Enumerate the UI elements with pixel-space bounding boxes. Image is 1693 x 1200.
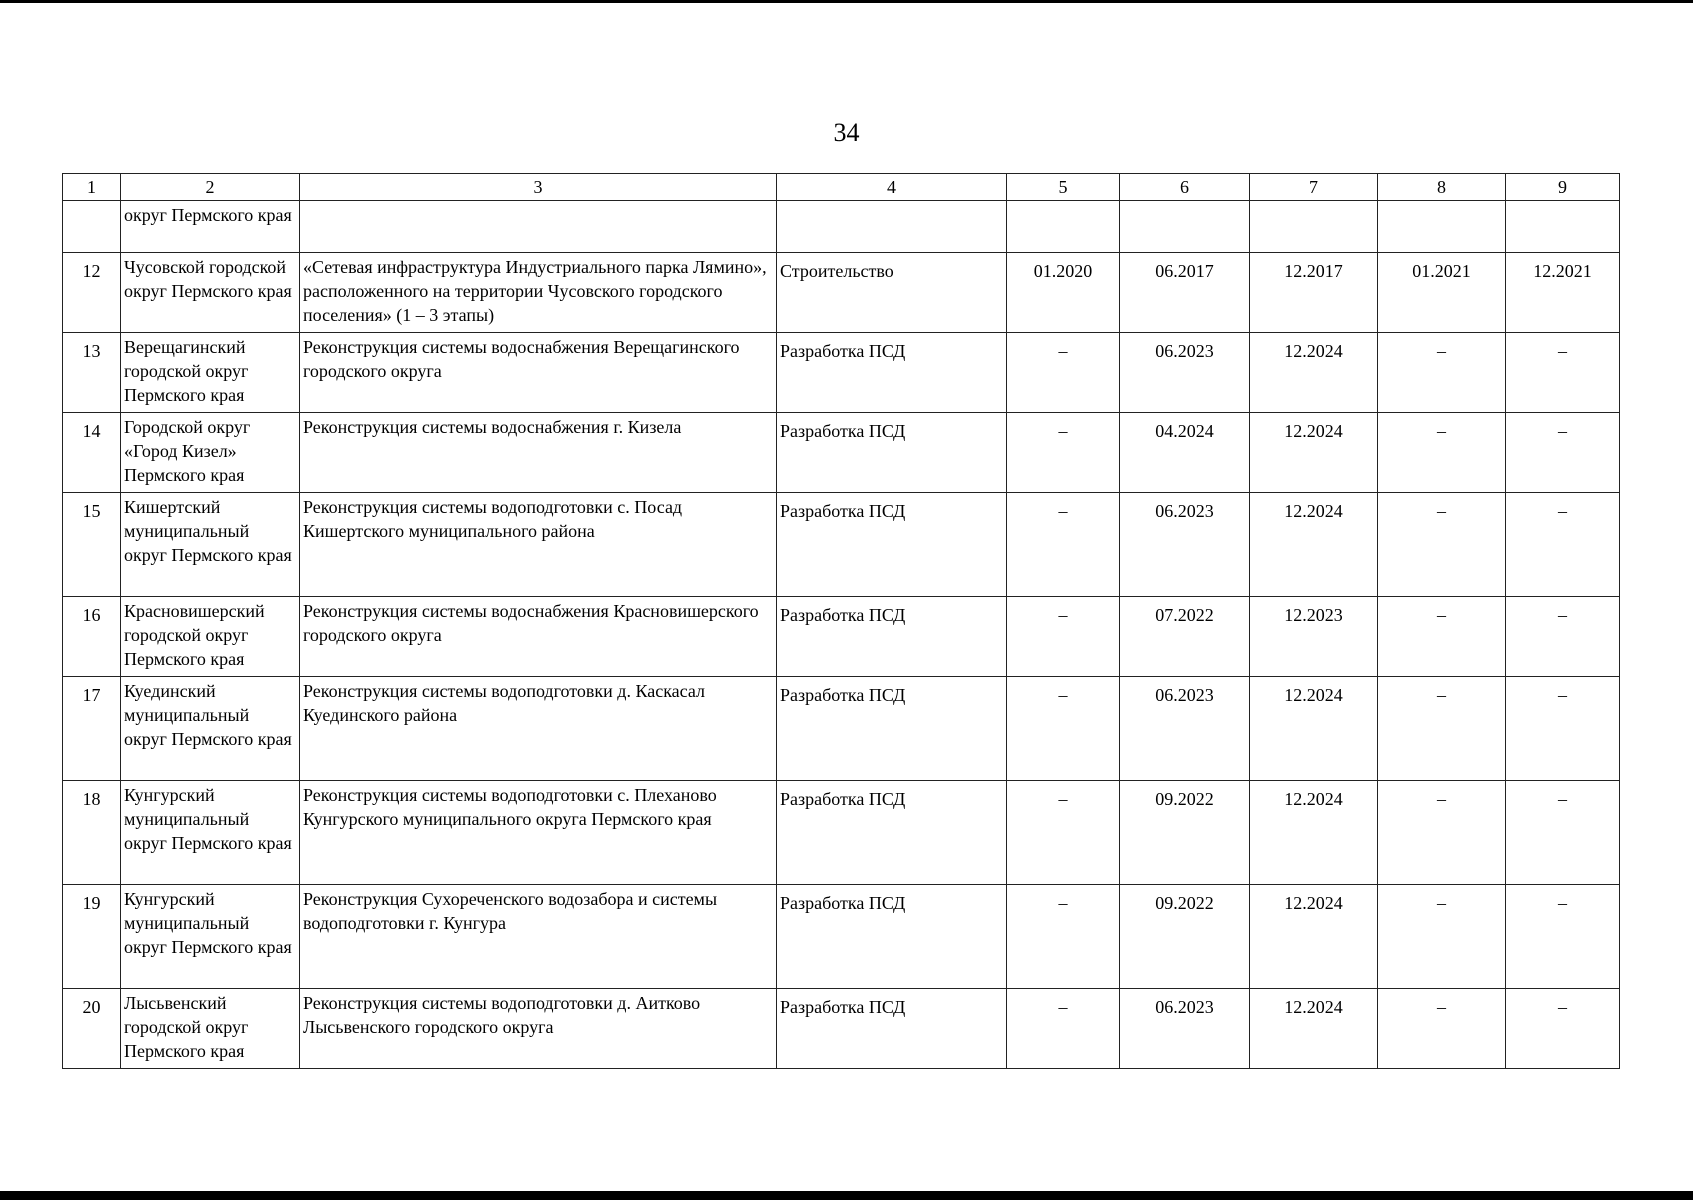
stage-cell: Разработка ПСД [777, 597, 1007, 677]
header-cell: 7 [1250, 174, 1378, 201]
table-row [63, 597, 1620, 677]
object-cell: Реконструкция системы водоснабжения Верещагинского городского округа [300, 333, 777, 413]
stage-cell: Разработка ПСД [777, 493, 1007, 597]
row-number-cell: 12 [63, 253, 121, 333]
municipality-cell: округ Пермского края [121, 201, 300, 253]
municipality-cell: Красновишерский городской округ Пермского края [121, 597, 300, 677]
col7-cell: 12.2024 [1250, 493, 1378, 597]
col8-cell: – [1378, 413, 1506, 493]
municipality-cell: Городской округ «Город Кизел» Пермского края [121, 413, 300, 493]
col5-cell: – [1007, 781, 1120, 885]
col8-cell: – [1378, 597, 1506, 677]
stage-cell: Разработка ПСД [777, 781, 1007, 885]
col7-cell: 12.2024 [1250, 413, 1378, 493]
object-cell: Реконструкция системы водоподготовки с. Посад Кишертского муниципального района [300, 493, 777, 597]
col5-cell: – [1007, 493, 1120, 597]
col6-cell: 06.2023 [1120, 493, 1250, 597]
scan-top-edge [0, 0, 1693, 3]
row-number-cell: 16 [63, 597, 121, 677]
table-row [63, 493, 1620, 597]
header-cell: 2 [121, 174, 300, 201]
col5-cell: – [1007, 677, 1120, 781]
object-cell: Реконструкция Сухореченского водозабора и системы водоподготовки г. Кунгура [300, 885, 777, 989]
table-row [63, 989, 1620, 1069]
col5-cell: – [1007, 885, 1120, 989]
scan-bottom-edge [0, 1191, 1693, 1200]
header-cell: 6 [1120, 174, 1250, 201]
municipality-cell: Кунгурский муниципальный округ Пермского края [121, 781, 300, 885]
col5-cell [1007, 201, 1120, 253]
municipality-cell: Кишертский муниципальный округ Пермского края [121, 493, 300, 597]
row-number-cell [63, 201, 121, 253]
col9-cell: – [1506, 333, 1620, 413]
col7-cell: 12.2023 [1250, 597, 1378, 677]
col7-cell: 12.2024 [1250, 885, 1378, 989]
col5-cell: – [1007, 989, 1120, 1069]
stage-cell: Разработка ПСД [777, 989, 1007, 1069]
table-row [63, 885, 1620, 989]
stage-cell: Строительство [777, 253, 1007, 333]
col6-cell: 09.2022 [1120, 885, 1250, 989]
col7-cell: 12.2024 [1250, 989, 1378, 1069]
col6-cell: 06.2023 [1120, 989, 1250, 1069]
col8-cell: – [1378, 677, 1506, 781]
stage-cell [777, 201, 1007, 253]
municipality-cell: Верещагинский городской округ Пермского края [121, 333, 300, 413]
col8-cell: – [1378, 989, 1506, 1069]
col6-cell: 06.2017 [1120, 253, 1250, 333]
col8-cell: – [1378, 333, 1506, 413]
col8-cell [1378, 201, 1506, 253]
table-row-continuation [63, 201, 1620, 253]
stage-cell: Разработка ПСД [777, 413, 1007, 493]
row-number-cell: 14 [63, 413, 121, 493]
header-cell: 4 [777, 174, 1007, 201]
row-number-cell: 18 [63, 781, 121, 885]
col9-cell [1506, 201, 1620, 253]
col9-cell: 12.2021 [1506, 253, 1620, 333]
projects-table [62, 173, 1620, 1069]
municipality-cell: Куединский муниципальный округ Пермского края [121, 677, 300, 781]
row-number-cell: 13 [63, 333, 121, 413]
header-cell: 8 [1378, 174, 1506, 201]
stage-cell: Разработка ПСД [777, 333, 1007, 413]
object-cell: «Сетевая инфраструктура Индустриального парка Лямино», расположенного на территории Чусовского городского поселения» (1 – 3 этапы) [300, 253, 777, 333]
col9-cell: – [1506, 885, 1620, 989]
col6-cell [1120, 201, 1250, 253]
col6-cell: 09.2022 [1120, 781, 1250, 885]
col6-cell: 07.2022 [1120, 597, 1250, 677]
col7-cell: 12.2017 [1250, 253, 1378, 333]
page-number: 34 [833, 118, 860, 147]
header-cell: 5 [1007, 174, 1120, 201]
table-row [63, 413, 1620, 493]
col7-cell: 12.2024 [1250, 781, 1378, 885]
col5-cell: – [1007, 333, 1120, 413]
object-cell: Реконструкция системы водоподготовки д. Аитково Лысьвенского городского округа [300, 989, 777, 1069]
municipality-cell: Кунгурский муниципальный округ Пермского края [121, 885, 300, 989]
col7-cell: 12.2024 [1250, 333, 1378, 413]
col6-cell: 06.2023 [1120, 333, 1250, 413]
table-row [63, 781, 1620, 885]
col6-cell: 06.2023 [1120, 677, 1250, 781]
col5-cell: – [1007, 597, 1120, 677]
col8-cell: – [1378, 781, 1506, 885]
table-header-row [63, 174, 1620, 201]
row-number-cell: 17 [63, 677, 121, 781]
col9-cell: – [1506, 597, 1620, 677]
col9-cell: – [1506, 781, 1620, 885]
stage-cell: Разработка ПСД [777, 885, 1007, 989]
col9-cell: – [1506, 677, 1620, 781]
object-cell: Реконструкция системы водоснабжения г. Кизела [300, 413, 777, 493]
stage-cell: Разработка ПСД [777, 677, 1007, 781]
col5-cell: – [1007, 413, 1120, 493]
object-cell: Реконструкция системы водоподготовки с. Плеханово Кунгурского муниципального округа Пермского края [300, 781, 777, 885]
row-number-cell: 19 [63, 885, 121, 989]
col7-cell [1250, 201, 1378, 253]
municipality-cell: Чусовской городской округ Пермского края [121, 253, 300, 333]
header-cell: 9 [1506, 174, 1620, 201]
table-row [63, 677, 1620, 781]
table-row [63, 253, 1620, 333]
table-row [63, 333, 1620, 413]
col8-cell: – [1378, 885, 1506, 989]
col9-cell: – [1506, 413, 1620, 493]
object-cell: Реконструкция системы водоподготовки д. Каскасал Куединского района [300, 677, 777, 781]
col5-cell: 01.2020 [1007, 253, 1120, 333]
col8-cell: 01.2021 [1378, 253, 1506, 333]
row-number-cell: 20 [63, 989, 121, 1069]
row-number-cell: 15 [63, 493, 121, 597]
col9-cell: – [1506, 989, 1620, 1069]
object-cell [300, 201, 777, 253]
header-cell: 3 [300, 174, 777, 201]
col8-cell: – [1378, 493, 1506, 597]
col6-cell: 04.2024 [1120, 413, 1250, 493]
object-cell: Реконструкция системы водоснабжения Красновишерского городского округа [300, 597, 777, 677]
col7-cell: 12.2024 [1250, 677, 1378, 781]
municipality-cell: Лысьвенский городской округ Пермского края [121, 989, 300, 1069]
header-cell: 1 [63, 174, 121, 201]
col9-cell: – [1506, 493, 1620, 597]
